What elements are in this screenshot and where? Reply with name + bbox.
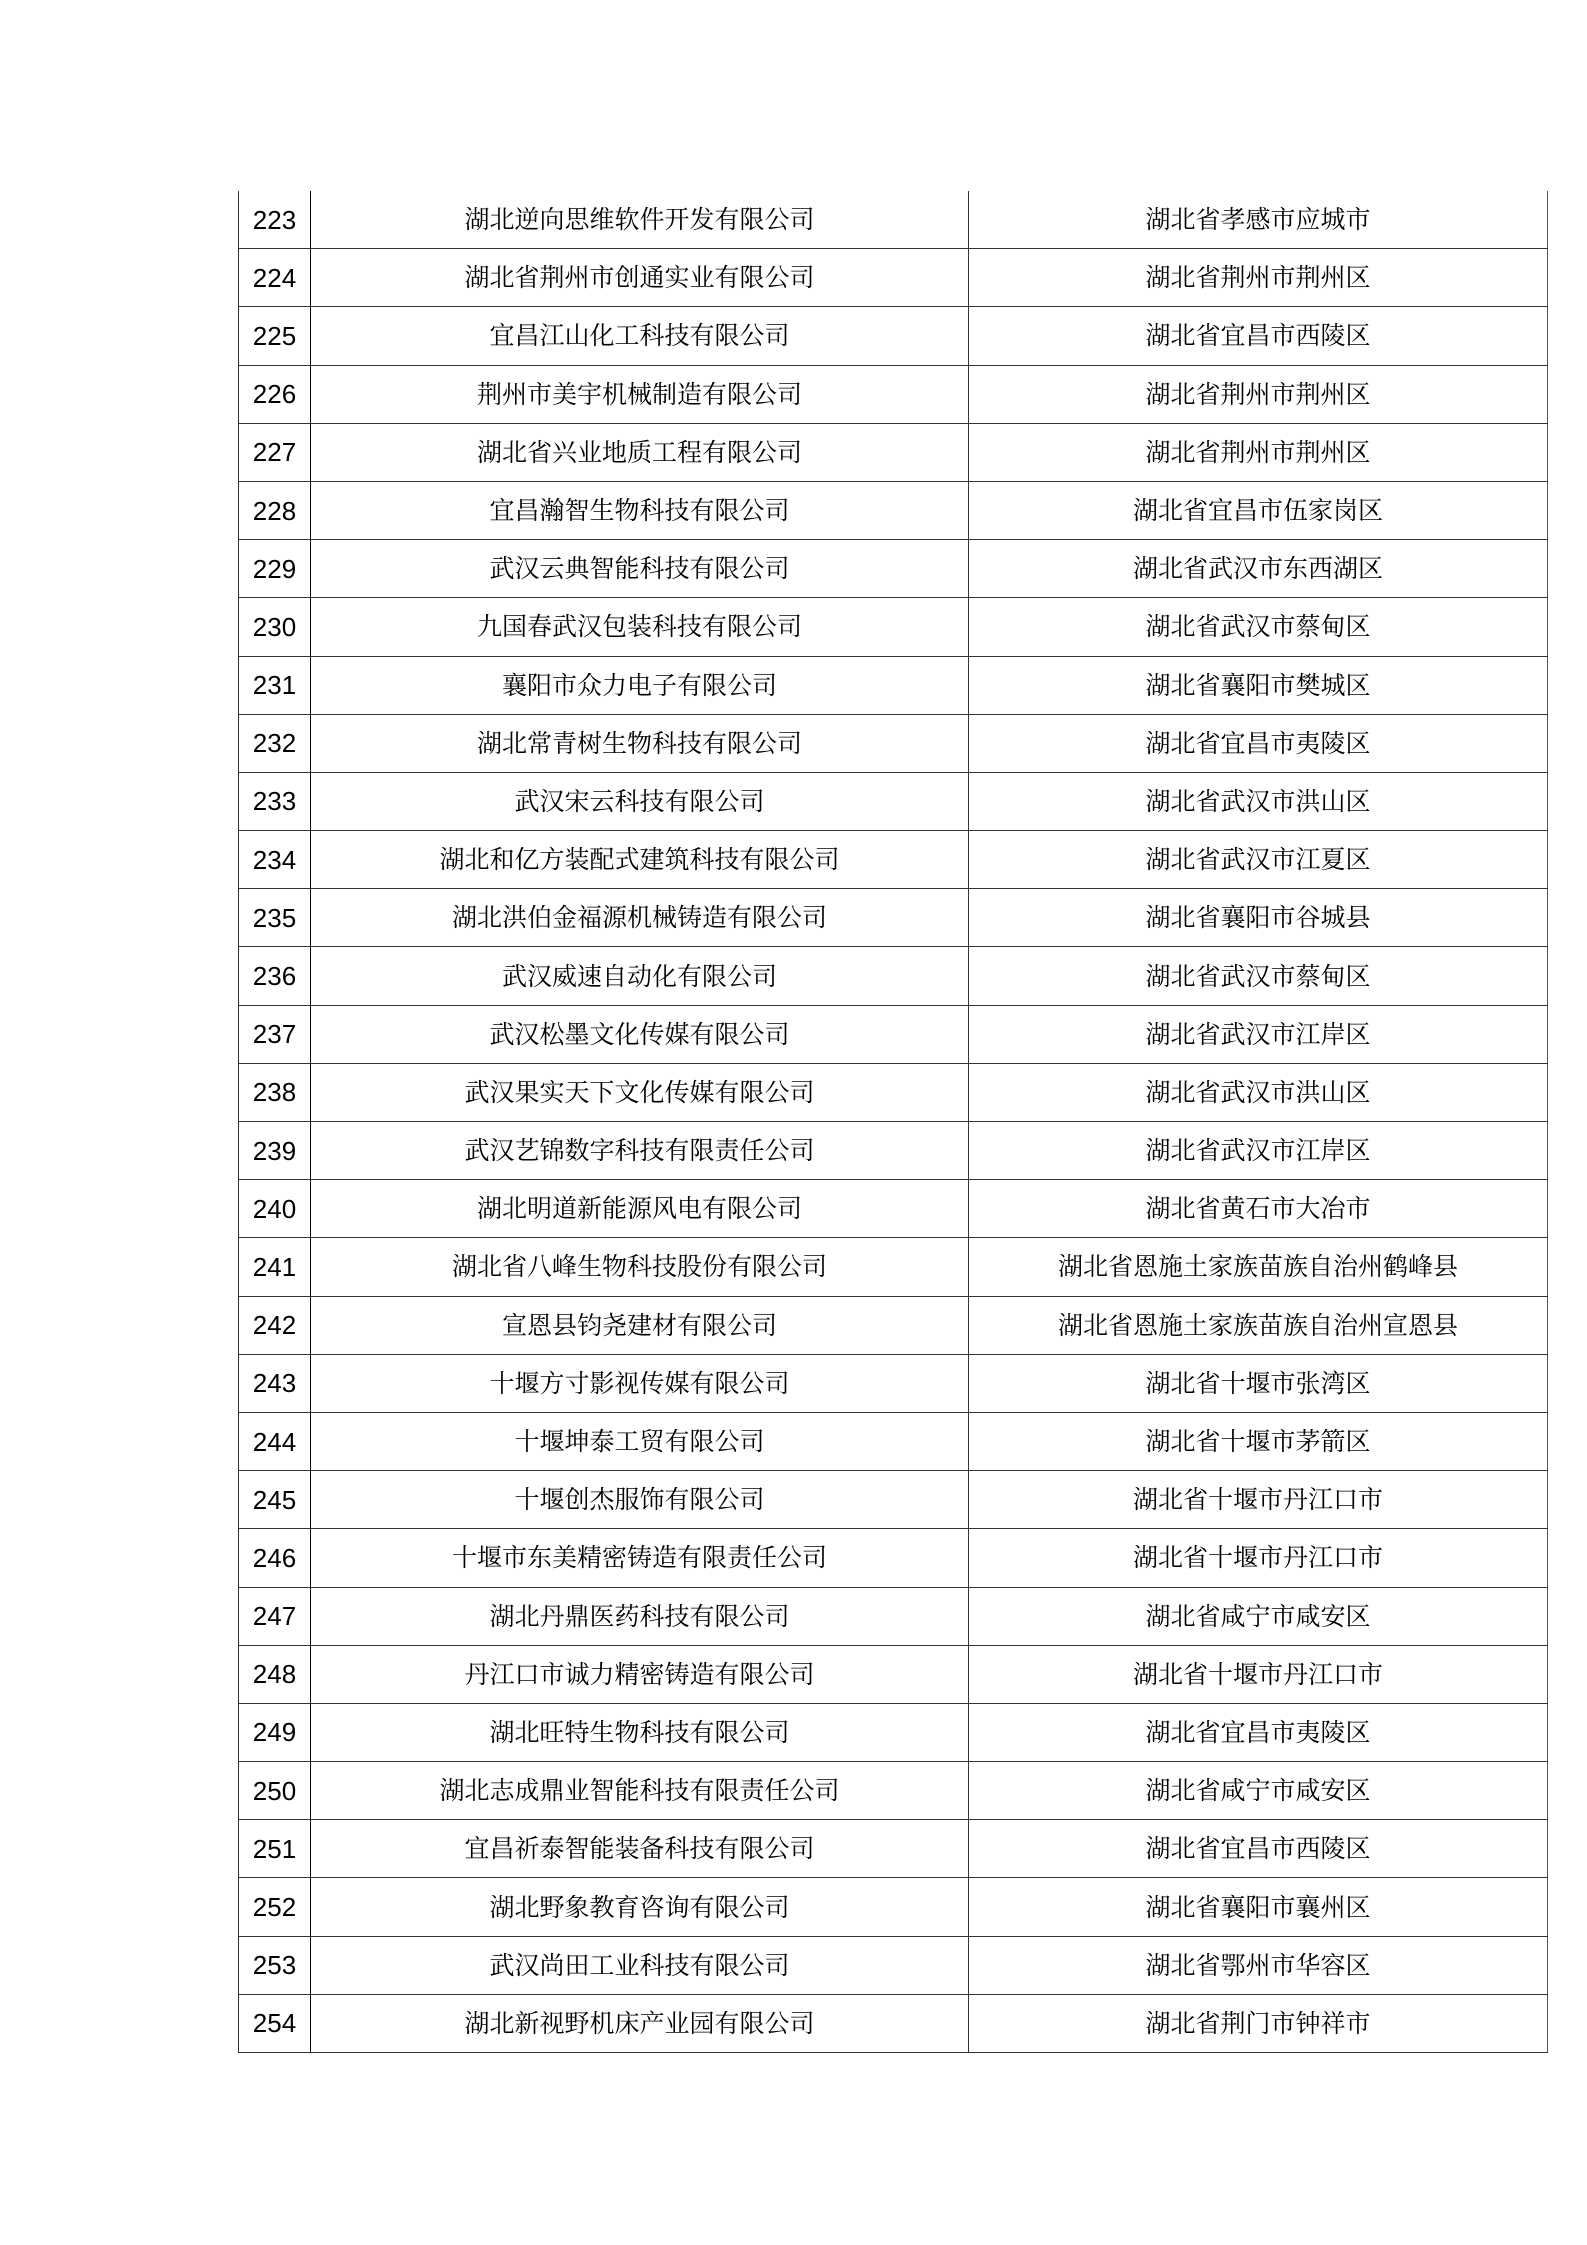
table-row (239, 1994, 1548, 2052)
location-cell: 湖北省十堰市丹江口市 (969, 1645, 1548, 1703)
row-number-cell: 252 (239, 1878, 311, 1936)
company-name-cell: 湖北明道新能源风电有限公司 (311, 1180, 969, 1238)
table-row (239, 540, 1548, 598)
location-cell: 湖北省襄阳市谷城县 (969, 889, 1548, 947)
table-row (239, 1238, 1548, 1296)
row-number-cell: 225 (239, 307, 311, 365)
company-name-cell: 湖北省兴业地质工程有限公司 (311, 423, 969, 481)
location-cell: 湖北省武汉市洪山区 (969, 772, 1548, 830)
row-number-cell: 237 (239, 1005, 311, 1063)
company-name-cell: 九国春武汉包装科技有限公司 (311, 598, 969, 656)
row-number-cell: 253 (239, 1936, 311, 1994)
company-name-cell: 宜昌瀚智生物科技有限公司 (311, 481, 969, 539)
table-row (239, 1354, 1548, 1412)
table-row (239, 1878, 1548, 1936)
row-number-cell: 254 (239, 1994, 311, 2052)
location-cell: 湖北省十堰市茅箭区 (969, 1412, 1548, 1470)
location-cell: 湖北省宜昌市夷陵区 (969, 714, 1548, 772)
table-row (239, 1645, 1548, 1703)
table-row (239, 365, 1548, 423)
company-name-cell: 湖北逆向思维软件开发有限公司 (311, 191, 969, 249)
row-number-cell: 243 (239, 1354, 311, 1412)
location-cell: 湖北省武汉市蔡甸区 (969, 947, 1548, 1005)
table-row (239, 307, 1548, 365)
table-row (239, 1296, 1548, 1354)
company-name-cell: 湖北洪伯金福源机械铸造有限公司 (311, 889, 969, 947)
location-cell: 湖北省十堰市张湾区 (969, 1354, 1548, 1412)
row-number-cell: 236 (239, 947, 311, 1005)
location-cell: 湖北省武汉市江岸区 (969, 1005, 1548, 1063)
row-number-cell: 232 (239, 714, 311, 772)
company-name-cell: 荆州市美宇机械制造有限公司 (311, 365, 969, 423)
company-name-cell: 十堰市东美精密铸造有限责任公司 (311, 1529, 969, 1587)
table-row (239, 1471, 1548, 1529)
company-name-cell: 十堰创杰服饰有限公司 (311, 1471, 969, 1529)
company-name-cell: 湖北志成鼎业智能科技有限责任公司 (311, 1762, 969, 1820)
company-name-cell: 湖北和亿方装配式建筑科技有限公司 (311, 831, 969, 889)
location-cell: 湖北省恩施土家族苗族自治州宣恩县 (969, 1296, 1548, 1354)
table-row (239, 1005, 1548, 1063)
table-row (239, 889, 1548, 947)
row-number-cell: 226 (239, 365, 311, 423)
table-row (239, 1412, 1548, 1470)
table-row (239, 714, 1548, 772)
company-name-cell: 湖北新视野机床产业园有限公司 (311, 1994, 969, 2052)
location-cell: 湖北省武汉市洪山区 (969, 1063, 1548, 1121)
table-row (239, 1063, 1548, 1121)
location-cell: 湖北省荆州市荆州区 (969, 423, 1548, 481)
row-number-cell: 248 (239, 1645, 311, 1703)
table-row (239, 1762, 1548, 1820)
table-row (239, 481, 1548, 539)
location-cell: 湖北省黄石市大冶市 (969, 1180, 1548, 1238)
location-cell: 湖北省武汉市蔡甸区 (969, 598, 1548, 656)
table-row (239, 1587, 1548, 1645)
company-list-table (238, 191, 1548, 2053)
row-number-cell: 233 (239, 772, 311, 830)
company-name-cell: 宣恩县钧尧建材有限公司 (311, 1296, 969, 1354)
company-name-cell: 武汉松墨文化传媒有限公司 (311, 1005, 969, 1063)
location-cell: 湖北省宜昌市西陵区 (969, 307, 1548, 365)
row-number-cell: 246 (239, 1529, 311, 1587)
row-number-cell: 228 (239, 481, 311, 539)
row-number-cell: 223 (239, 191, 311, 249)
location-cell: 湖北省鄂州市华容区 (969, 1936, 1548, 1994)
row-number-cell: 240 (239, 1180, 311, 1238)
location-cell: 湖北省恩施土家族苗族自治州鹤峰县 (969, 1238, 1548, 1296)
table-row (239, 1820, 1548, 1878)
company-name-cell: 湖北丹鼎医药科技有限公司 (311, 1587, 969, 1645)
location-cell: 湖北省武汉市江夏区 (969, 831, 1548, 889)
location-cell: 湖北省咸宁市咸安区 (969, 1587, 1548, 1645)
company-name-cell: 武汉云典智能科技有限公司 (311, 540, 969, 598)
row-number-cell: 224 (239, 249, 311, 307)
row-number-cell: 251 (239, 1820, 311, 1878)
table-row (239, 1529, 1548, 1587)
table-row (239, 598, 1548, 656)
row-number-cell: 245 (239, 1471, 311, 1529)
table-row (239, 191, 1548, 249)
row-number-cell: 242 (239, 1296, 311, 1354)
location-cell: 湖北省宜昌市伍家岗区 (969, 481, 1548, 539)
row-number-cell: 230 (239, 598, 311, 656)
company-name-cell: 丹江口市诚力精密铸造有限公司 (311, 1645, 969, 1703)
company-name-cell: 宜昌江山化工科技有限公司 (311, 307, 969, 365)
table-row (239, 423, 1548, 481)
location-cell: 湖北省武汉市江岸区 (969, 1122, 1548, 1180)
location-cell: 湖北省武汉市东西湖区 (969, 540, 1548, 598)
location-cell: 湖北省襄阳市襄州区 (969, 1878, 1548, 1936)
table-row (239, 249, 1548, 307)
location-cell: 湖北省十堰市丹江口市 (969, 1471, 1548, 1529)
company-name-cell: 湖北常青树生物科技有限公司 (311, 714, 969, 772)
company-name-cell: 武汉威速自动化有限公司 (311, 947, 969, 1005)
table-row (239, 947, 1548, 1005)
table-body (239, 191, 1548, 2053)
row-number-cell: 241 (239, 1238, 311, 1296)
company-name-cell: 宜昌祈泰智能装备科技有限公司 (311, 1820, 969, 1878)
table-row (239, 1703, 1548, 1761)
company-name-cell: 湖北省荆州市创通实业有限公司 (311, 249, 969, 307)
row-number-cell: 239 (239, 1122, 311, 1180)
company-list-table-container (238, 191, 1547, 2053)
table-row (239, 1936, 1548, 1994)
location-cell: 湖北省荆州市荆州区 (969, 365, 1548, 423)
location-cell: 湖北省咸宁市咸安区 (969, 1762, 1548, 1820)
row-number-cell: 238 (239, 1063, 311, 1121)
company-name-cell: 湖北省八峰生物科技股份有限公司 (311, 1238, 969, 1296)
table-row (239, 656, 1548, 714)
location-cell: 湖北省宜昌市西陵区 (969, 1820, 1548, 1878)
row-number-cell: 247 (239, 1587, 311, 1645)
table-row (239, 1122, 1548, 1180)
table-row (239, 831, 1548, 889)
row-number-cell: 229 (239, 540, 311, 598)
row-number-cell: 234 (239, 831, 311, 889)
table-row (239, 1180, 1548, 1238)
company-name-cell: 武汉宋云科技有限公司 (311, 772, 969, 830)
location-cell: 湖北省荆门市钟祥市 (969, 1994, 1548, 2052)
location-cell: 湖北省十堰市丹江口市 (969, 1529, 1548, 1587)
row-number-cell: 235 (239, 889, 311, 947)
row-number-cell: 250 (239, 1762, 311, 1820)
company-name-cell: 十堰方寸影视传媒有限公司 (311, 1354, 969, 1412)
row-number-cell: 227 (239, 423, 311, 481)
company-name-cell: 湖北旺特生物科技有限公司 (311, 1703, 969, 1761)
row-number-cell: 249 (239, 1703, 311, 1761)
row-number-cell: 244 (239, 1412, 311, 1470)
row-number-cell: 231 (239, 656, 311, 714)
company-name-cell: 湖北野象教育咨询有限公司 (311, 1878, 969, 1936)
company-name-cell: 武汉果实天下文化传媒有限公司 (311, 1063, 969, 1121)
location-cell: 湖北省宜昌市夷陵区 (969, 1703, 1548, 1761)
location-cell: 湖北省孝感市应城市 (969, 191, 1548, 249)
location-cell: 湖北省荆州市荆州区 (969, 249, 1548, 307)
location-cell: 湖北省襄阳市樊城区 (969, 656, 1548, 714)
company-name-cell: 武汉艺锦数字科技有限责任公司 (311, 1122, 969, 1180)
table-row (239, 772, 1548, 830)
company-name-cell: 武汉尚田工业科技有限公司 (311, 1936, 969, 1994)
company-name-cell: 襄阳市众力电子有限公司 (311, 656, 969, 714)
company-name-cell: 十堰坤泰工贸有限公司 (311, 1412, 969, 1470)
